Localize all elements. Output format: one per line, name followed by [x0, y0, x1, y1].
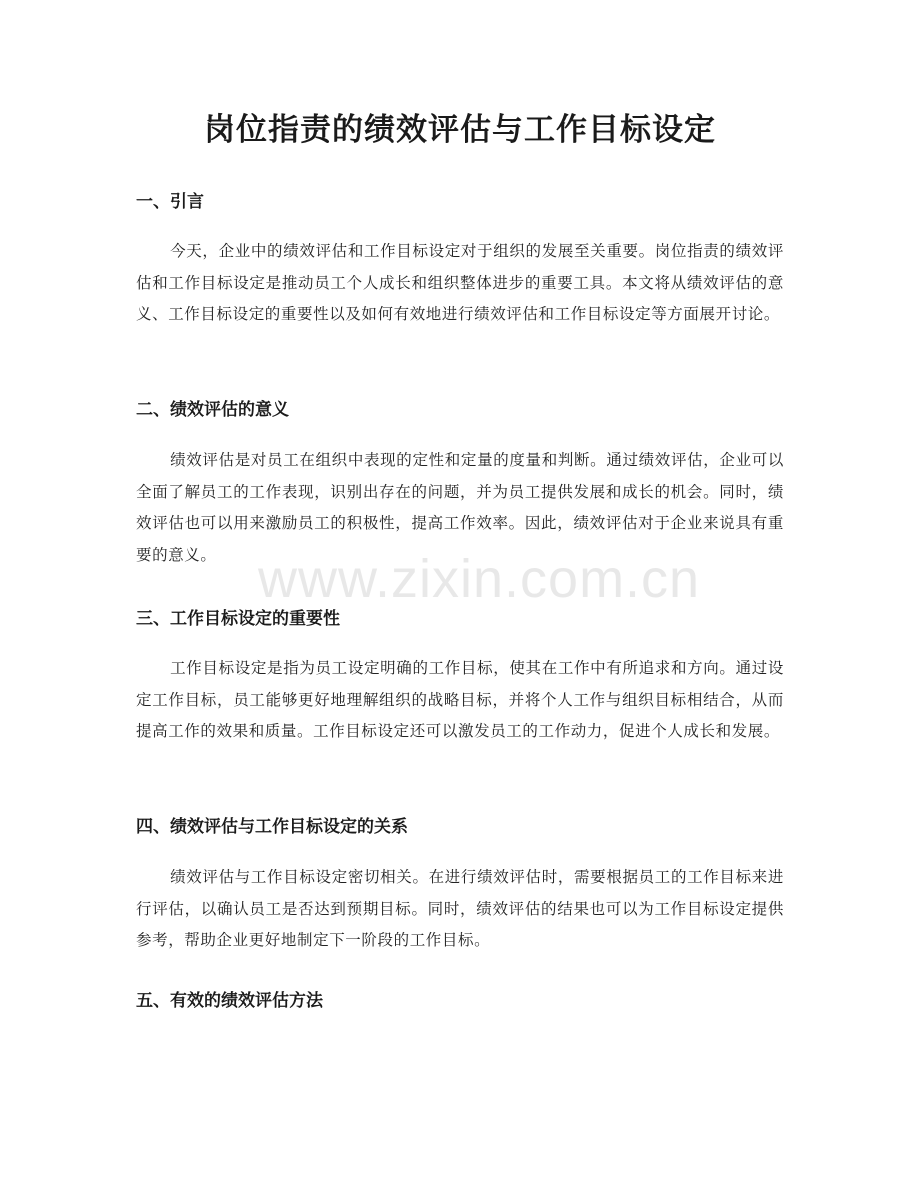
- section-paragraph-goal-importance: 工作目标设定是指为员工设定明确的工作目标，使其在工作中有所追求和方向。通过设定工作目标，员工能够更好地理解组织的战略目标，并将个人工作与组织目标相结合，从而提高工作的效果和质量。工作目标设定还可以激发员工的工作动力，促进个人成长和发展。: [136, 659, 784, 740]
- section-paragraph-introduction: 今天，企业中的绩效评估和工作目标设定对于组织的发展至关重要。岗位指责的绩效评估和工作目标设定是推动员工个人成长和组织整体进步的重要工具。本文将从绩效评估的意义、工作目标设定的重要性以及如何有效地进行绩效评估和工作目标设定等方面展开讨论。: [136, 242, 784, 323]
- document-title: 岗位指责的绩效评估与工作目标设定: [204, 112, 716, 148]
- section-heading-significance: 二、绩效评估的意义: [136, 400, 289, 420]
- section-heading-goal-importance: 三、工作目标设定的重要性: [136, 609, 340, 629]
- watermark: www.zixin.com.cn: [258, 549, 701, 609]
- section-paragraph-relationship: 绩效评估与工作目标设定密切相关。在进行绩效评估时，需要根据员工的工作目标来进行评估，以确认员工是否达到预期目标。同时，绩效评估的结果也可以为工作目标设定提供参考，帮助企业更好地制定下一阶段的工作目标。: [136, 868, 784, 949]
- section-heading-relationship: 四、绩效评估与工作目标设定的关系: [136, 817, 408, 837]
- section-paragraph-significance: 绩效评估是对员工在组织中表现的定性和定量的度量和判断。通过绩效评估，企业可以全面了解员工的工作表现，识别出存在的问题，并为员工提供发展和成长的机会。同时，绩效评估也可以用来激励员工的积极性，提高工作效率。因此，绩效评估对于企业来说具有重要的意义。: [136, 451, 784, 564]
- section-heading-methods: 五、有效的绩效评估方法: [136, 991, 323, 1011]
- section-heading-introduction: 一、引言: [136, 192, 204, 212]
